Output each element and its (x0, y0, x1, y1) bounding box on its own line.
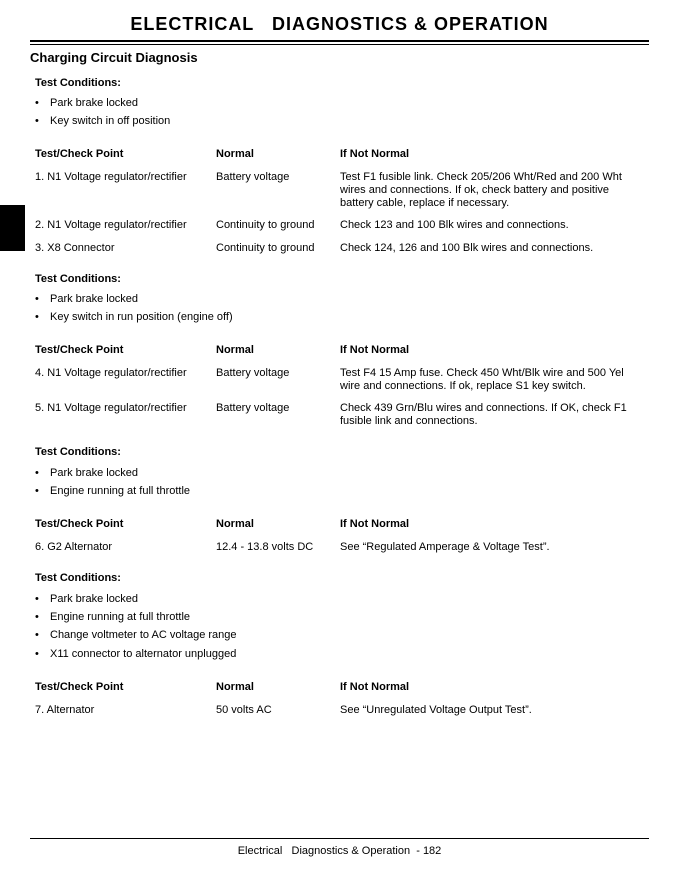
section-title: Charging Circuit Diagnosis (30, 50, 198, 65)
column-header-if-not-normal: If Not Normal (340, 681, 410, 693)
header-rule-thin (30, 44, 649, 45)
row-point: 7. Alternator (35, 704, 95, 716)
row-if-not-normal: Check 124, 126 and 100 Blk wires and connections. (340, 242, 594, 254)
condition-text: Key switch in off position (50, 115, 171, 127)
condition-text: X11 connector to alternator unplugged (50, 648, 237, 660)
column-header-point: Test/Check Point (35, 518, 124, 530)
column-header-if-not-normal: If Not Normal (340, 148, 410, 160)
footer-rule (30, 838, 649, 839)
row-normal: 12.4 - 13.8 volts DC (216, 541, 314, 553)
bullet-marker: • (35, 97, 39, 109)
column-header-normal: Normal (216, 681, 254, 693)
row-point: 3. X8 Connector (35, 242, 115, 254)
condition-text: Park brake locked (50, 293, 139, 305)
condition-text: Park brake locked (50, 97, 139, 109)
test-conditions-label: Test Conditions: (35, 77, 121, 89)
condition-text: Change voltmeter to AC voltage range (50, 629, 237, 641)
row-if-not-normal: See “Regulated Amperage & Voltage Test”. (340, 541, 550, 553)
test-conditions-label: Test Conditions: (35, 273, 121, 285)
row-if-not-normal: Test F4 15 Amp fuse. Check 450 Wht/Blk wire and 500 Yel wire and connections. If ok, replace S1 key switch. (340, 367, 624, 392)
condition-text: Engine running at full throttle (50, 611, 191, 623)
page-footer: Electrical Diagnostics & Operation - 182 (237, 845, 442, 857)
page-header: ELECTRICAL DIAGNOSTICS & OPERATION (130, 14, 549, 34)
condition-text: Park brake locked (50, 467, 139, 479)
row-normal: Continuity to ground (216, 242, 315, 254)
bullet-marker: • (35, 293, 39, 305)
test-conditions-label: Test Conditions: (35, 446, 121, 458)
row-normal: 50 volts AC (216, 704, 272, 716)
column-header-normal: Normal (216, 148, 254, 160)
row-if-not-normal: Check 123 and 100 Blk wires and connections. (340, 219, 569, 231)
bullet-marker: • (35, 467, 39, 479)
row-if-not-normal: See “Unregulated Voltage Output Test”. (340, 704, 532, 716)
column-header-normal: Normal (216, 518, 254, 530)
bullet-marker: • (35, 485, 39, 497)
side-tab-marker (0, 205, 25, 251)
row-point: 4. N1 Voltage regulator/rectifier (35, 367, 187, 379)
condition-text: Park brake locked (50, 593, 139, 605)
row-normal: Battery voltage (216, 367, 290, 379)
bullet-marker: • (35, 648, 39, 660)
bullet-marker: • (35, 115, 39, 127)
row-normal: Battery voltage (216, 171, 290, 183)
row-if-not-normal: Check 439 Grn/Blu wires and connections. If OK, check F1 fusible link and connections. (340, 402, 627, 427)
row-point: 5. N1 Voltage regulator/rectifier (35, 402, 187, 414)
bullet-marker: • (35, 611, 39, 623)
column-header-if-not-normal: If Not Normal (340, 344, 410, 356)
test-conditions-label: Test Conditions: (35, 572, 121, 584)
bullet-marker: • (35, 593, 39, 605)
header-rule-thick (30, 40, 649, 42)
column-header-point: Test/Check Point (35, 681, 124, 693)
condition-text: Engine running at full throttle (50, 485, 191, 497)
column-header-point: Test/Check Point (35, 344, 124, 356)
bullet-marker: • (35, 311, 39, 323)
row-point: 1. N1 Voltage regulator/rectifier (35, 171, 187, 183)
column-header-if-not-normal: If Not Normal (340, 518, 410, 530)
row-normal: Continuity to ground (216, 219, 315, 231)
row-if-not-normal: Test F1 fusible link. Check 205/206 Wht/Red and 200 Wht wires and connections. If ok, check battery and positive battery cable, replace if necessary. (340, 171, 622, 209)
condition-text: Key switch in run position (engine off) (50, 311, 233, 323)
row-point: 2. N1 Voltage regulator/rectifier (35, 219, 187, 231)
column-header-point: Test/Check Point (35, 148, 124, 160)
bullet-marker: • (35, 629, 39, 641)
row-point: 6. G2 Alternator (35, 541, 113, 553)
column-header-normal: Normal (216, 344, 254, 356)
row-normal: Battery voltage (216, 402, 290, 414)
